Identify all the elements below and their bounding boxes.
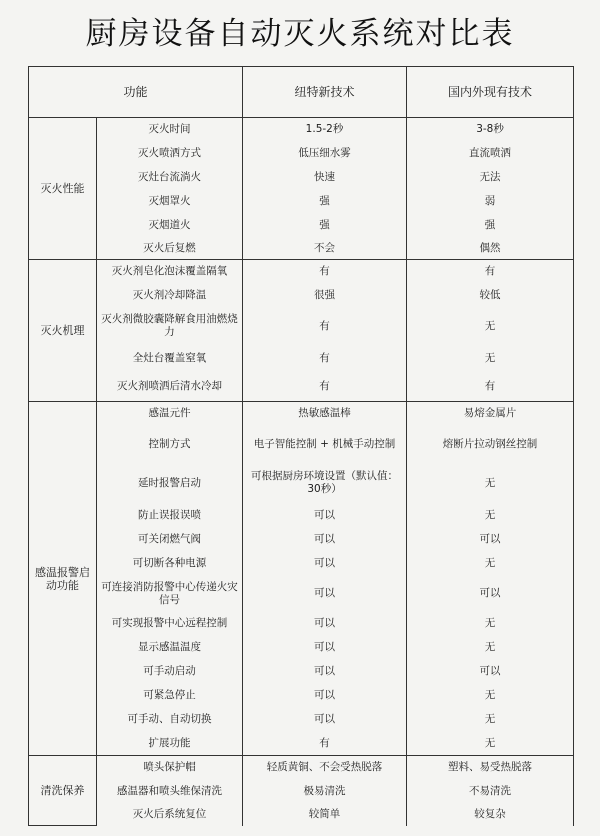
header-function: 功能 xyxy=(29,67,243,118)
new-tech-cell: 强 xyxy=(243,190,407,214)
existing-tech-cell: 有 xyxy=(407,260,574,284)
new-tech-cell: 可以 xyxy=(243,552,407,576)
existing-tech-cell: 较低 xyxy=(407,284,574,308)
new-tech-cell: 可以 xyxy=(243,683,407,707)
feature-cell: 感温器和喷头维保清洗 xyxy=(97,780,243,804)
table-row xyxy=(29,345,574,372)
header-new-tech: 纽特新技术 xyxy=(243,67,407,118)
new-tech-cell: 可以 xyxy=(243,635,407,659)
existing-tech-cell: 无 xyxy=(407,635,574,659)
new-tech-cell: 1.5-2秒 xyxy=(243,118,407,142)
feature-cell: 控制方式 xyxy=(97,426,243,464)
feature-cell: 可连接消防报警中心传递火灾信号 xyxy=(97,576,243,612)
new-tech-cell: 快速 xyxy=(243,166,407,190)
existing-tech-cell: 无 xyxy=(407,683,574,707)
table-row xyxy=(29,463,574,504)
table-row xyxy=(29,611,574,635)
feature-cell: 可紧急停止 xyxy=(97,683,243,707)
table-row xyxy=(29,528,574,552)
table-row xyxy=(29,284,574,308)
group-label: 灭火性能 xyxy=(29,118,97,260)
feature-cell: 可实现报警中心远程控制 xyxy=(97,611,243,635)
existing-tech-cell: 直流喷洒 xyxy=(407,142,574,166)
existing-tech-cell: 无 xyxy=(407,552,574,576)
feature-cell: 防止误报误喷 xyxy=(97,504,243,528)
existing-tech-cell: 可以 xyxy=(407,576,574,612)
table-header xyxy=(29,67,574,118)
table-row xyxy=(29,756,574,780)
existing-tech-cell: 熔断片拉动钢丝控制 xyxy=(407,426,574,464)
comparison-table xyxy=(28,66,574,826)
new-tech-cell: 轻质黄铜、不会受热脱落 xyxy=(243,756,407,780)
feature-cell: 灭火剂冷却降温 xyxy=(97,284,243,308)
feature-cell: 可关闭燃气阀 xyxy=(97,528,243,552)
table-row xyxy=(29,190,574,214)
new-tech-cell: 有 xyxy=(243,308,407,346)
new-tech-cell: 可以 xyxy=(243,528,407,552)
new-tech-cell: 强 xyxy=(243,214,407,238)
table-row xyxy=(29,707,574,731)
table-row xyxy=(29,142,574,166)
group-extinguishing-performance xyxy=(29,118,574,260)
group-label: 感温报警启动功能 xyxy=(29,402,97,756)
new-tech-cell: 热敏感温棒 xyxy=(243,402,407,426)
feature-cell: 灭火剂喷洒后清水冷却 xyxy=(97,372,243,401)
feature-cell: 灭火后系统复位 xyxy=(97,804,243,826)
table-row xyxy=(29,504,574,528)
group-label: 灭火机理 xyxy=(29,260,97,402)
feature-cell: 喷头保护帽 xyxy=(97,756,243,780)
existing-tech-cell: 无 xyxy=(407,504,574,528)
existing-tech-cell: 有 xyxy=(407,372,574,401)
feature-cell: 扩展功能 xyxy=(97,731,243,755)
feature-cell: 可切断各种电源 xyxy=(97,552,243,576)
feature-cell: 灭烟罩火 xyxy=(97,190,243,214)
feature-cell: 灭火剂微胶囊降解食用油燃烧力 xyxy=(97,308,243,346)
header-row xyxy=(29,67,574,118)
feature-cell: 延时报警启动 xyxy=(97,463,243,504)
table-row xyxy=(29,214,574,238)
table-row xyxy=(29,238,574,260)
group-alarm-activation xyxy=(29,402,574,756)
table-row xyxy=(29,426,574,464)
existing-tech-cell: 弱 xyxy=(407,190,574,214)
table-row xyxy=(29,804,574,826)
existing-tech-cell: 不易清洗 xyxy=(407,780,574,804)
table-row xyxy=(29,780,574,804)
group-cleaning-maintenance xyxy=(29,756,574,826)
feature-cell: 全灶台覆盖窒氧 xyxy=(97,345,243,372)
feature-cell: 灭火时间 xyxy=(97,118,243,142)
new-tech-cell: 较简单 xyxy=(243,804,407,826)
new-tech-cell: 有 xyxy=(243,372,407,401)
feature-cell: 灭灶台流淌火 xyxy=(97,166,243,190)
header-existing-tech: 国内外现有技术 xyxy=(407,67,574,118)
feature-cell: 可手动、自动切换 xyxy=(97,707,243,731)
feature-cell: 灭火后复燃 xyxy=(97,238,243,260)
table-row xyxy=(29,166,574,190)
group-label: 清洗保养 xyxy=(29,756,97,826)
feature-cell: 可手动启动 xyxy=(97,659,243,683)
existing-tech-cell: 可以 xyxy=(407,528,574,552)
existing-tech-cell: 偶然 xyxy=(407,238,574,260)
new-tech-cell: 可以 xyxy=(243,504,407,528)
existing-tech-cell: 强 xyxy=(407,214,574,238)
table-row xyxy=(29,731,574,755)
new-tech-cell: 不会 xyxy=(243,238,407,260)
new-tech-cell: 有 xyxy=(243,345,407,372)
new-tech-cell: 极易清洗 xyxy=(243,780,407,804)
existing-tech-cell: 3-8秒 xyxy=(407,118,574,142)
table-row xyxy=(29,659,574,683)
existing-tech-cell: 无 xyxy=(407,463,574,504)
page-title: 厨房设备自动灭火系统对比表 xyxy=(85,16,515,52)
existing-tech-cell: 无 xyxy=(407,611,574,635)
table-row xyxy=(29,683,574,707)
existing-tech-cell: 无 xyxy=(407,345,574,372)
existing-tech-cell: 较复杂 xyxy=(407,804,574,826)
existing-tech-cell: 无 xyxy=(407,731,574,755)
feature-cell: 显示感温温度 xyxy=(97,635,243,659)
feature-cell: 灭烟道火 xyxy=(97,214,243,238)
table-row xyxy=(29,118,574,142)
existing-tech-cell: 无法 xyxy=(407,166,574,190)
group-extinguishing-mechanism xyxy=(29,260,574,402)
table-row xyxy=(29,552,574,576)
existing-tech-cell: 易熔金属片 xyxy=(407,402,574,426)
feature-cell: 感温元件 xyxy=(97,402,243,426)
table-row xyxy=(29,308,574,346)
new-tech-cell: 有 xyxy=(243,731,407,755)
new-tech-cell: 电子智能控制 + 机械手动控制 xyxy=(243,426,407,464)
existing-tech-cell: 无 xyxy=(407,707,574,731)
new-tech-cell: 可根据厨房环境设置（默认值：30秒） xyxy=(243,463,407,504)
table-row xyxy=(29,576,574,612)
new-tech-cell: 可以 xyxy=(243,707,407,731)
existing-tech-cell: 塑料、易受热脱落 xyxy=(407,756,574,780)
feature-cell: 灭火喷洒方式 xyxy=(97,142,243,166)
table-row xyxy=(29,635,574,659)
new-tech-cell: 很强 xyxy=(243,284,407,308)
new-tech-cell: 有 xyxy=(243,260,407,284)
existing-tech-cell: 可以 xyxy=(407,659,574,683)
table-row xyxy=(29,260,574,284)
table-row xyxy=(29,372,574,401)
table-row xyxy=(29,402,574,426)
new-tech-cell: 低压细水雾 xyxy=(243,142,407,166)
new-tech-cell: 可以 xyxy=(243,576,407,612)
feature-cell: 灭火剂皂化泡沫覆盖隔氧 xyxy=(97,260,243,284)
existing-tech-cell: 无 xyxy=(407,308,574,346)
new-tech-cell: 可以 xyxy=(243,659,407,683)
new-tech-cell: 可以 xyxy=(243,611,407,635)
